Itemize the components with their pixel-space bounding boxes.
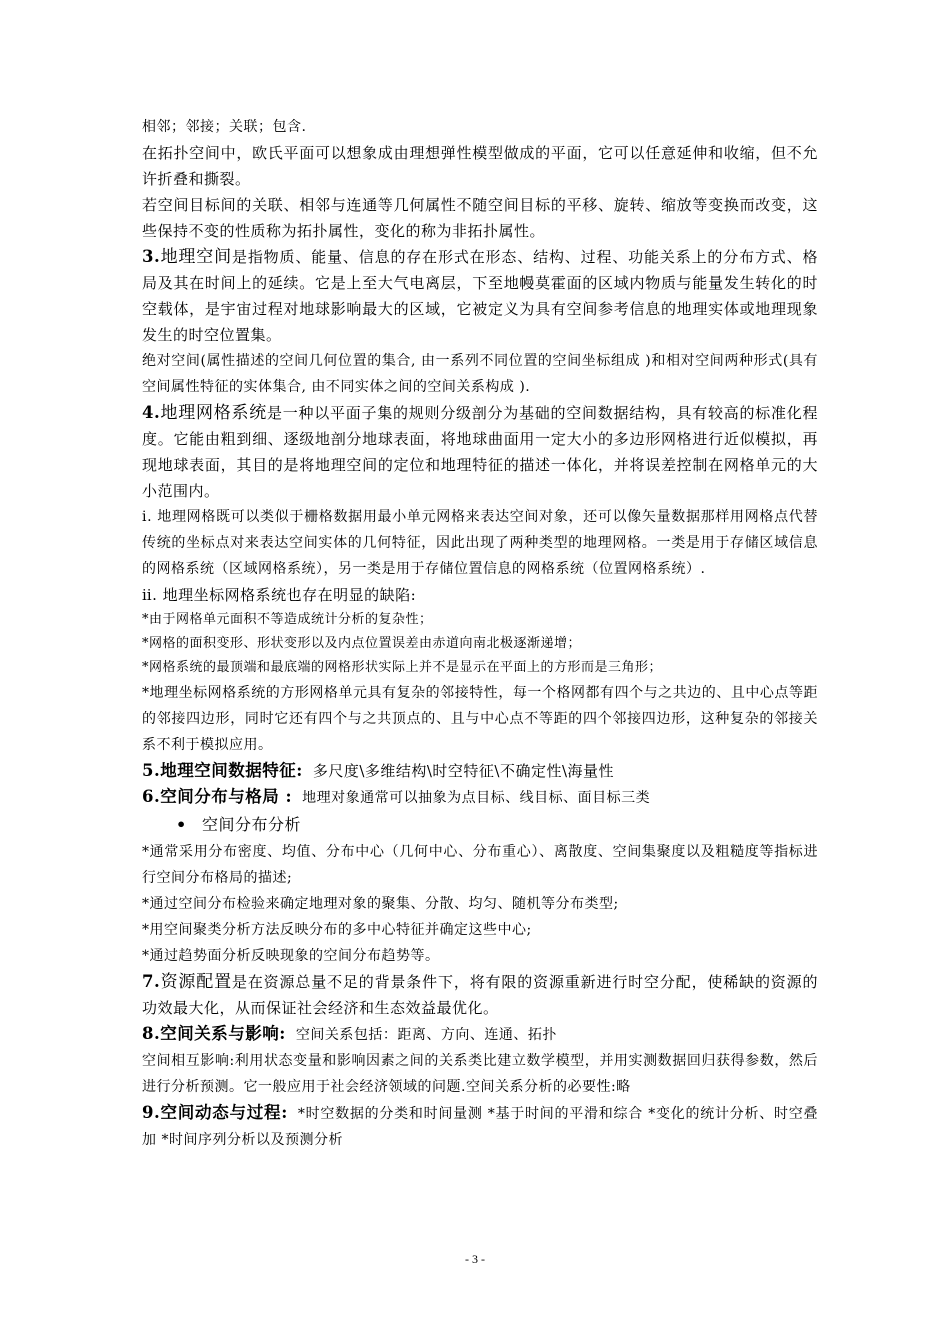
- section-number: 8.: [142, 1024, 161, 1043]
- section-number: 9.: [142, 1103, 161, 1122]
- section-text: 多尺度\多维结构\时空特征\不确定性\海量性: [312, 762, 615, 780]
- bullet-icon: •: [176, 815, 187, 834]
- section-8: [142, 1021, 818, 1048]
- paragraph-topology-space: 在拓扑空间中，欧氏平面可以想象成由理想弹性模型做成的平面，它可以任意延伸和收缩，但不允许折叠和撕裂。: [142, 144, 818, 188]
- section-number: 4.: [142, 403, 161, 422]
- list-item: *通过趋势面分析反映现象的空间分布趋势等。: [142, 948, 440, 964]
- section-term: 地理空间: [160, 247, 232, 267]
- paragraph-absolute-relative-space: 绝对空间(属性描述的空间几何位置的集合, 由一系列不同位置的空间坐标组成 )和相对空间两种形式(具有空间属性特征的实体集合, 由不同实体之间的空间关系构成 ).: [142, 353, 818, 395]
- section-number: 5.: [142, 761, 161, 780]
- section-number: 7.: [142, 972, 161, 991]
- section-5: [142, 758, 818, 784]
- section-text: 是在资源总量不足的背景条件下，将有限的资源重新进行时空分配，使稀缺的资源的功效最大化，从而保证社会经济和生态效益最优化。: [142, 973, 819, 1017]
- section-3: [142, 244, 818, 348]
- paragraph-grid-defects: ⅱ. 地理坐标网格系统也存在明显的缺陷:: [142, 586, 417, 604]
- section-text: 是指物质、能量、信息的存在形式在形态、结构、过程、功能关系上的分布方式、格局及其在时间上的延续。它是上至大气电离层，下至地幔莫霍面的区域内物质与能量发生转化的时空载体，是宇宙过程对地球影响最大的区域，它被定义为具有空间参考信息的地理实体或地理现象发生的时空位置集。: [142, 248, 819, 344]
- section-4: [142, 400, 818, 504]
- paragraph-relations: 相邻；邻接；关联；包含.: [142, 119, 307, 135]
- paragraph-grid-types: ⅰ. 地理网格既可以类似于栅格数据用最小单元网格来表达空间对象，还可以像矢量数据那样用网格点代替传统的坐标点对来表达空间实体的几何特征，因此出现了两种类型的地理网格。一类是用于存储区域信息的网格系统（区域网格系统），另一类是用于存储位置信息的网格系统（位置网格系统）.: [142, 509, 818, 577]
- section-number: 3.: [142, 247, 161, 266]
- section-text: *时空数据的分类和时间量测 *基于时间的平滑和综合 *变化的统计分析、时空叠加 *时间序列分析以及预测分析: [142, 1106, 818, 1148]
- section-text: 地理对象通常可以抽象为点目标、线目标、面目标三类: [302, 790, 651, 806]
- section-term: 空间关系与影响:: [160, 1024, 286, 1043]
- page-number: - 3 -: [465, 1252, 485, 1266]
- document-body: [142, 114, 818, 1153]
- list-item: *网格系统的最顶端和最底端的网格形状实际上并不是显示在平面上的方形而是三角形；: [142, 660, 663, 675]
- paragraph-spatial-interaction: 空间相互影响:利用状态变量和影响因素之间的关系类比建立数学模型，并用实测数据回归获得参数，然后进行分析预测。它一般应用于社会经济领域的问题.空间关系分析的必要性:略: [142, 1053, 818, 1095]
- list-item: *通过空间分布检验来确定地理对象的聚集、分散、均匀、随机等分布类型;: [142, 896, 619, 912]
- list-item: *由于网格单元面积不等造成统计分析的复杂性；: [142, 612, 433, 627]
- section-number: 6.: [142, 787, 161, 806]
- list-item: *用空间聚类分析方法反映分布的多中心特征并确定这些中心;: [142, 922, 532, 938]
- section-6: [142, 784, 818, 811]
- list-item: *网格的面积变形、形状变形以及内点位置误差由赤道向南北极逐渐递增；: [142, 636, 582, 651]
- bullet-item: [142, 811, 818, 839]
- section-term: 空间动态与过程:: [160, 1103, 288, 1122]
- paragraph-topology-attributes: 若空间目标间的关联、相邻与连通等几何属性不随空间目标的平移、旋转、缩放等变换而改变，这些保持不变的性质称为拓扑属性，变化的称为非拓扑属性。: [142, 196, 818, 240]
- section-text: 空间关系包括：距离、方向、连通、拓扑: [295, 1027, 557, 1043]
- section-term: 空间分布与格局 :: [160, 787, 293, 806]
- bullet-text: 空间分布分析: [202, 815, 302, 834]
- list-item: *地理坐标网格系统的方形网格单元具有复杂的邻接特性，每一个格网都有四个与之共边的、且中心点等距的邻接四边形，同时它还有四个与之共顶点的、且与中心点不等距的四个邻接四边形，这种复杂的邻接关系不利于模拟应用。: [142, 685, 818, 753]
- section-term: 地理空间数据特征:: [160, 761, 303, 780]
- section-term: 地理网格系统: [160, 403, 267, 423]
- section-7: [142, 969, 818, 1021]
- section-text: 是一种以平面子集的规则分级剖分为基础的空间数据结构，具有较高的标准化程度。它能由粗到细、逐级地剖分地球表面，将地球曲面用一定大小的多边形网格进行近似模拟，再现地球表面，其目的是将地理空间的定位和地理特征的描述一体化，并将误差控制在网格单元的大小范围内。: [142, 404, 818, 500]
- list-item: *通常采用分布密度、均值、分布中心（几何中心、分布重心）、离散度、空间集聚度以及粗糙度等指标进行空间分布格局的描述;: [142, 844, 818, 886]
- section-9: [142, 1100, 818, 1153]
- section-term: 资源配置: [160, 972, 232, 992]
